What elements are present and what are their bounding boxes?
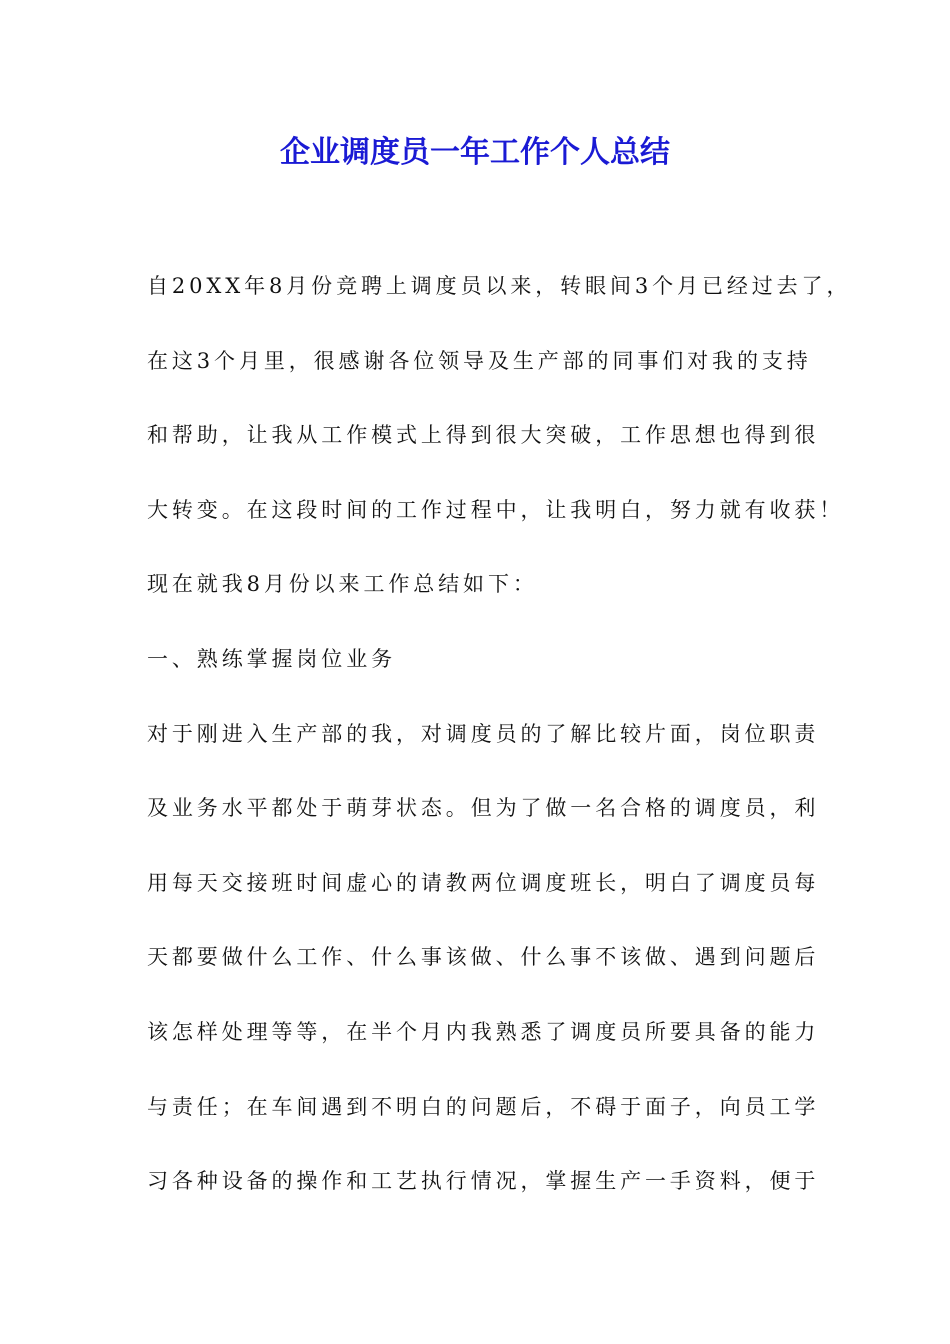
- body-line: 习各种设备的操作和工艺执行情况，掌握生产一手资料，便于: [147, 1169, 820, 1194]
- body-line: 用每天交接班时间虚心的请教两位调度班长，明白了调度员每: [147, 870, 820, 895]
- body-line: 自20XX年8月份竞聘上调度员以来，转眼间3个月已经过去了，: [147, 274, 852, 298]
- body-line: 对于刚进入生产部的我，对调度员的了解比较片面，岗位职责: [147, 721, 820, 746]
- body-line: 在这3个月里，很感谢各位领导及生产部的同事们对我的支持: [147, 348, 812, 373]
- document-title: 企业调度员一年工作个人总结: [280, 135, 670, 170]
- body-line: 与责任；在车间遇到不明白的问题后，不碍于面子，向员工学: [147, 1094, 820, 1119]
- body-line: 大转变。在这段时间的工作过程中，让我明白，努力就有收获！: [147, 497, 845, 522]
- body-line: 现在就我8月份以来工作总结如下：: [147, 572, 538, 597]
- body-line: 该怎样处理等等，在半个月内我熟悉了调度员所要具备的能力: [147, 1019, 820, 1044]
- section-heading: 一、熟练掌握岗位业务: [147, 646, 396, 671]
- body-line: 及业务水平都处于萌芽状态。但为了做一名合格的调度员，利: [147, 796, 820, 821]
- body-line: 天都要做什么工作、什么事该做、什么事不该做、遇到问题后: [147, 945, 820, 970]
- document-body: [147, 262, 852, 1232]
- body-line: 和帮助，让我从工作模式上得到很大突破，工作思想也得到很: [147, 423, 820, 448]
